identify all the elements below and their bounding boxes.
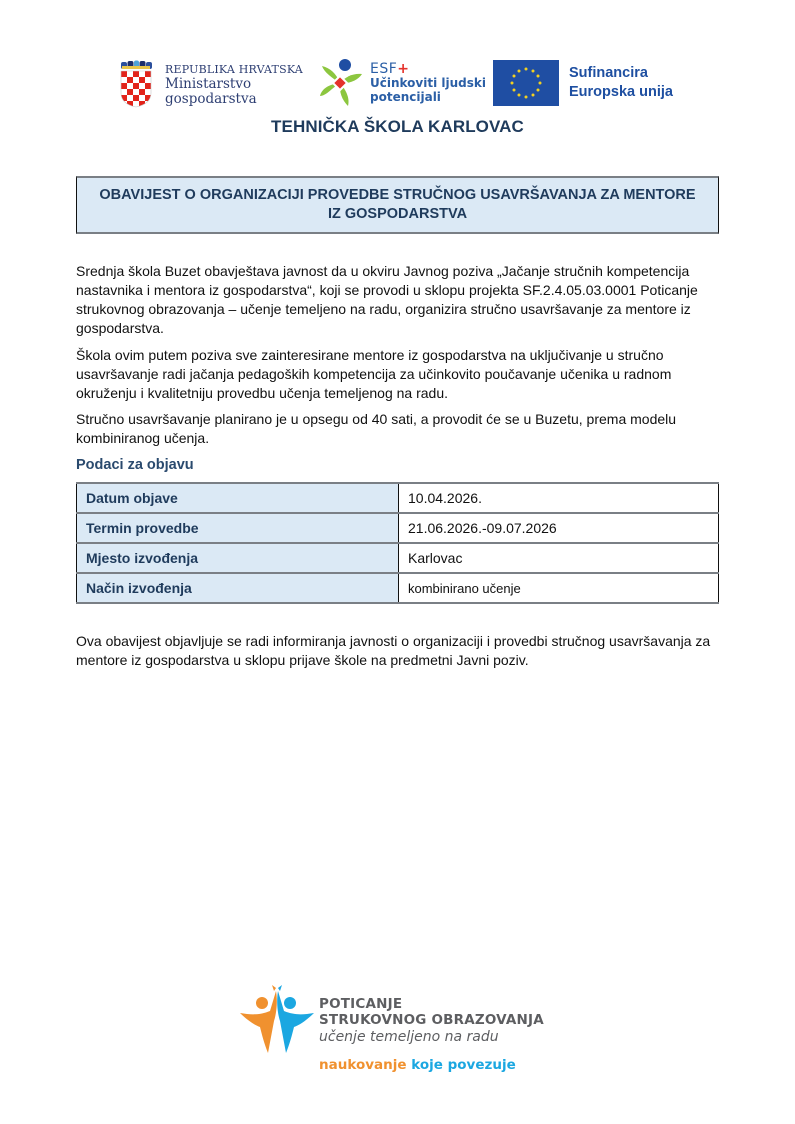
- footer-logo-line3: učenje temeljeno na radu: [319, 1029, 499, 1045]
- table-row: [77, 573, 719, 603]
- header-logos: [118, 56, 688, 112]
- publication-data-table: [76, 482, 719, 604]
- table-value: 10.04.2026.: [399, 483, 719, 513]
- notice-title: OBAVIJEST O ORGANIZACIJI PROVEDBE STRUČNOG USAVRŠAVANJA ZA MENTORE IZ GOSPODARSTVA: [99, 187, 696, 222]
- table-row: [77, 543, 719, 573]
- eu-logo-line2: Europska unija: [569, 84, 673, 100]
- school-title: TEHNIČKA ŠKOLA KARLOVAC: [271, 117, 524, 136]
- croatia-ministry-logo: [118, 60, 303, 108]
- croatia-logo-line3: gospodarstva: [165, 90, 257, 107]
- esf-logo-line3: potencijali: [370, 90, 441, 104]
- eu-cofinancing-logo: [493, 60, 673, 106]
- footer-logo-line1: POTICANJE: [319, 996, 403, 1012]
- paragraph-intro: Srednja škola Buzet obavještava javnost da u okviru Javnog poziva „Jačanje stručnih kompetencija nastavnika i mentora iz gospodarstva“, koji se provodi u sklopu projekta SF.2.4.05.03.0001 Poticanje strukovnog obrazovanja – učenje temeljeno na radu, organizira stručno usavršavanje za mentore iz gospodarstva.: [76, 263, 698, 336]
- footer-logo-line2: STRUKOVNOG OBRAZOVANJA: [319, 1012, 544, 1028]
- table-label: Termin provedbe: [77, 513, 399, 543]
- footer-program-logo: [238, 985, 568, 1077]
- esf-logo-line1: ESF+: [370, 61, 410, 77]
- table-row: [77, 513, 719, 543]
- table-row: [77, 483, 719, 513]
- notice-title-box: [76, 176, 719, 234]
- footer-tagline: [319, 1057, 516, 1073]
- croatia-logo-line2: Ministarstvo: [165, 75, 252, 92]
- eu-flag-icon: [493, 60, 559, 106]
- table-label: Način izvođenja: [77, 573, 399, 603]
- croatian-coat-of-arms-icon: [118, 60, 154, 108]
- tagline-orange: naukovanje: [319, 1057, 407, 1073]
- paragraph-duration: Stručno usavršavanje planirano je u opsegu od 40 sati, a provodit će se u Buzetu, prema modelu kombiniranog učenja.: [76, 411, 677, 446]
- two-figures-star-icon: [238, 985, 316, 1055]
- esf-pinwheel-icon: [318, 58, 364, 108]
- table-label: Datum objave: [77, 483, 399, 513]
- table-label: Mjesto izvođenja: [77, 543, 399, 573]
- esf-logo: [318, 58, 486, 108]
- table-value: 21.06.2026.-09.07.2026: [399, 513, 719, 543]
- table-value: Karlovac: [399, 543, 719, 573]
- paragraph-closing: Ova obavijest objavljuje se radi informiranja javnosti o organizaciji i provedbi stručnog usavršavanja za mentore iz gospodarstva u sklopu prijave škole na predmetni Javni poziv.: [76, 633, 711, 668]
- tagline-blue: koje povezuje: [411, 1057, 516, 1073]
- croatia-logo-line1: REPUBLIKA HRVATSKA: [165, 62, 303, 76]
- esf-logo-line2: Učinkoviti ljudski: [370, 76, 486, 90]
- eu-logo-line1: Sufinancira: [569, 65, 648, 81]
- table-value: kombinirano učenje: [399, 573, 719, 603]
- paragraph-invitation: Škola ovim putem poziva sve zainteresirane mentore iz gospodarstva na uključivanje u stručno usavršavanje radi jačanja pedagoških kompetencija za učinkovito poučavanje učenika u radnom okruženju i kvalitetniju provedbu učenja temeljenog na radu.: [76, 347, 672, 401]
- section-heading: Podaci za objavu: [76, 457, 194, 473]
